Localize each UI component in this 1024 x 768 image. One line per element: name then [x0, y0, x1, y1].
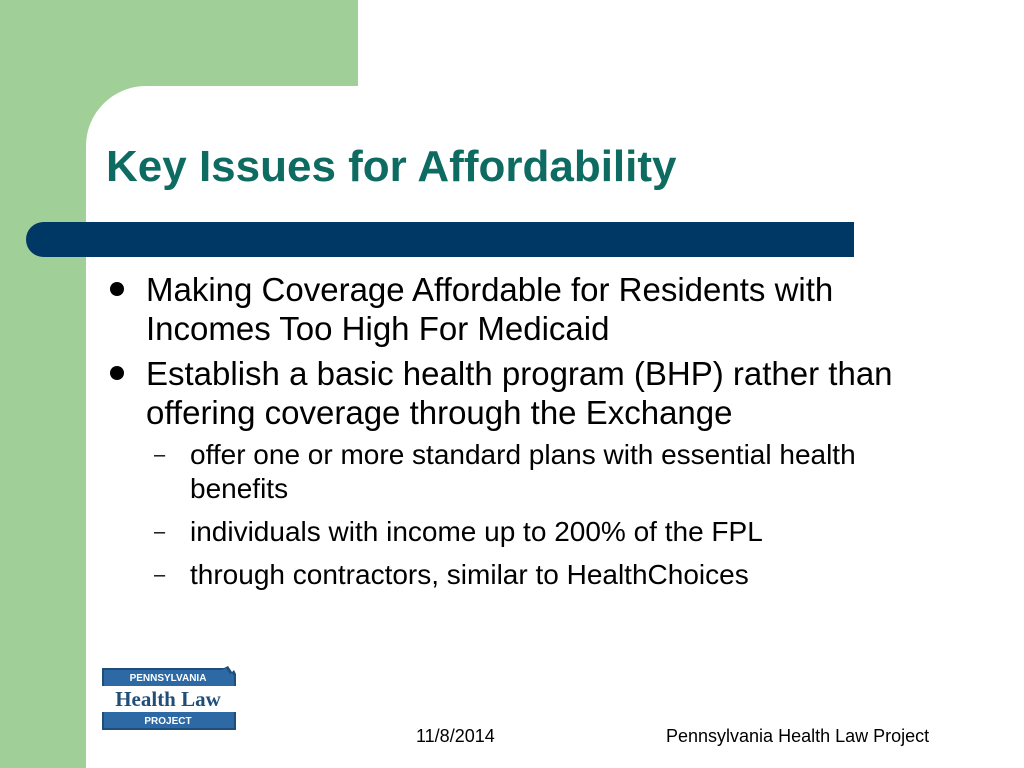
bullet-text: Establish a basic health program (BHP) rather than offering coverage through the Exchange — [146, 355, 893, 431]
footer-organization: Pennsylvania Health Law Project — [666, 726, 930, 746]
background-green-left — [0, 0, 86, 768]
bullet-dot-icon — [110, 282, 124, 296]
dash-icon: – — [154, 521, 166, 543]
dash-icon: – — [154, 564, 166, 586]
logo-line-3: PROJECT — [144, 716, 192, 727]
footer-date: 11/8/2014 — [416, 726, 495, 746]
bullet-dot-icon — [110, 366, 124, 380]
dash-icon: – — [154, 444, 166, 466]
sub-bullet-text: offer one or more standard plans with essential health benefits — [190, 439, 856, 504]
logo-line-2: Health Law — [115, 687, 221, 711]
bullet-text: Making Coverage Affordable for Residents with Incomes Too High For Medicaid — [146, 271, 834, 347]
sub-bullet-item — [104, 438, 924, 506]
bullet-item — [104, 354, 924, 432]
sub-bullet-text: individuals with income up to 200% of the FPL — [190, 516, 763, 547]
logo-line-1: PENNSYLVANIA — [129, 673, 207, 684]
title-underline-bar — [26, 222, 854, 257]
sub-bullet-text: through contractors, similar to HealthChoices — [190, 559, 749, 590]
background-green-top — [86, 0, 358, 86]
slide-title: Key Issues for Affordability — [106, 142, 677, 191]
pennsylvania-health-law-project-logo — [98, 664, 238, 734]
slide-content — [104, 270, 924, 601]
sub-bullet-item — [104, 515, 924, 549]
sub-bullet-item — [104, 558, 924, 592]
bullet-item — [104, 270, 924, 348]
